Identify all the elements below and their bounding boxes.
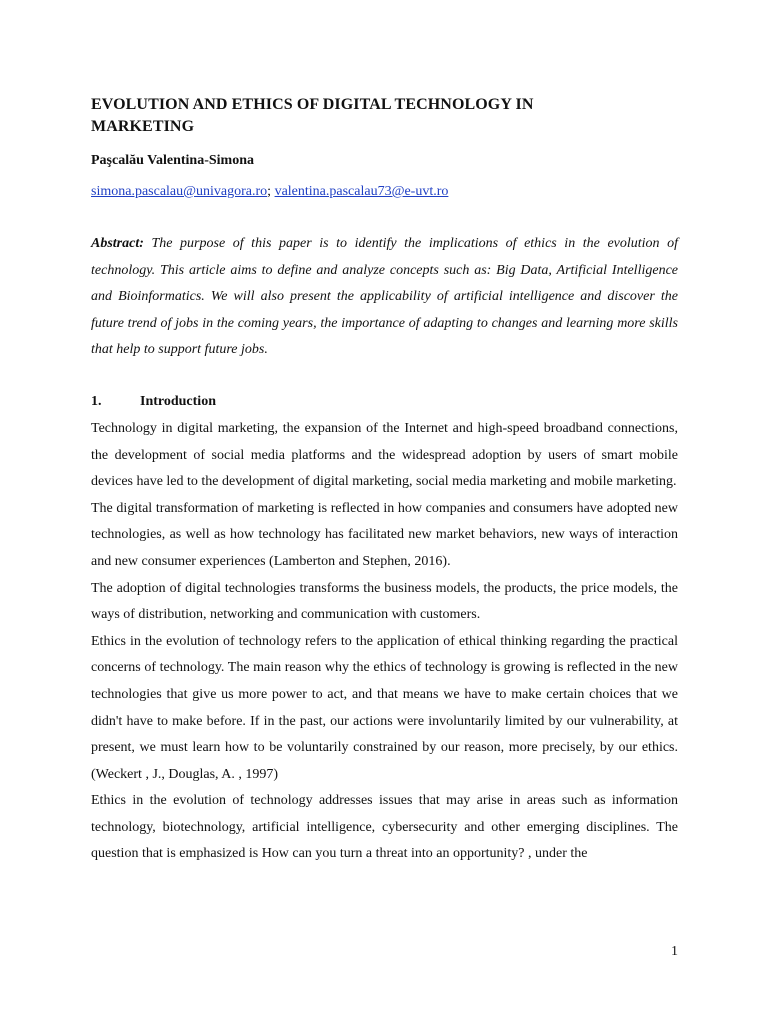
body-paragraph: Ethics in the evolution of technology refers to the application of ethical thinking regarding the practical concerns of technology. The main reason why the ethics of technology is growing is reflected in the new technologies that give us more power to act, and that means we have to make certain choices that we didn't have to make before. If in the past, our actions were involuntarily limited by our vulnerability, at present, we must learn how to be voluntarily constrained by our reason, more precisely, by our ethics. (Weckert , J., Douglas, A. , 1997) bbox=[91, 633, 678, 782]
author-name: Paşcalău Valentina-Simona bbox=[91, 153, 254, 168]
body-paragraph: Technology in digital marketing, the expansion of the Internet and high-speed broadband connections, the development of social media platforms and the widespread adoption by users of smart mobile devices have led to the development of digital marketing, social media marketing and mobile marketing. bbox=[91, 420, 678, 490]
body-paragraph: The adoption of digital technologies transforms the business models, the products, the price models, the ways of distribution, networking and communication with customers. bbox=[91, 580, 678, 623]
abstract-label: Abstract: bbox=[91, 236, 144, 251]
paper-title: EVOLUTION AND ETHICS OF DIGITAL TECHNOLOGY IN MARKETING bbox=[91, 96, 534, 135]
abstract bbox=[91, 231, 678, 364]
email-link-1[interactable]: simona.pascalau@univagora.ro bbox=[91, 184, 268, 199]
email-separator: ; bbox=[267, 184, 272, 199]
author-emails bbox=[91, 182, 678, 202]
section-body bbox=[91, 416, 678, 868]
abstract-text: The purpose of this paper is to identify the implications of ethics in the evolution of technology. This article aims to define and analyze concepts such as: Big Data, Artificial Intelligence and Bioinformatics. We will also present the applicability of artificial intelligence and discover the future trend of jobs in the coming years, the importance of adapting to changes and learning more skills that help to support future jobs. bbox=[91, 236, 679, 358]
section-heading bbox=[91, 392, 678, 412]
section-number: 1. bbox=[91, 393, 102, 409]
body-paragraph: The digital transformation of marketing is reflected in how companies and consumers have adopted new technologies, as well as how technology has facilitated new market behaviors, new ways of interaction and new consumer experiences (Lamberton and Stephen, 2016). bbox=[91, 500, 678, 569]
email-link-2[interactable]: valentina.pascalau73@e-uvt.ro bbox=[274, 184, 449, 199]
body-paragraph: Ethics in the evolution of technology addresses issues that may arise in areas such as information technology, biotechnology, artificial intelligence, cybersecurity and other emerging disciplines. The question that is emphasized is How can you turn a threat into an opportunity? , under the bbox=[91, 793, 678, 862]
page-number: 1 bbox=[671, 944, 678, 959]
section-title: Introduction bbox=[140, 393, 216, 409]
